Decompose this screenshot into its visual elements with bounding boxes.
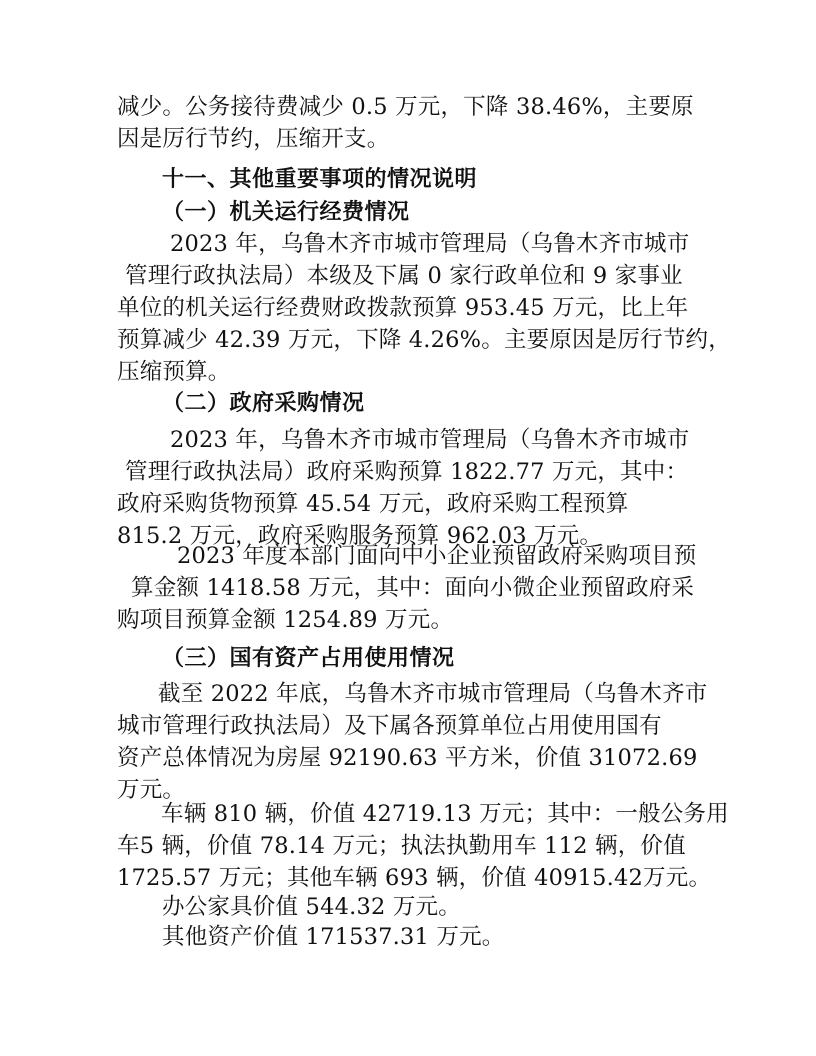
sub3-p2-line-1: 车辆 810 辆，价值 42719.13 万元；其中：一般公务用: [161, 801, 729, 827]
sub1-line-1: 2023 年，乌鲁木齐市城市管理局（乌鲁木齐市城市: [170, 231, 690, 257]
sub1-line-3: 单位的机关运行经费财政拨款预算 953.45 万元，比上年: [117, 295, 689, 321]
sub2-p1-line-4: 815.2 万元，政府采购服务预算 962.03 万元。: [117, 523, 603, 549]
intro-line-1: 减少。公务接待费减少 0.5 万元，下降 38.46%，主要原: [117, 94, 694, 120]
sub1-line-4: 预算减少 42.39 万元，下降 4.26%。主要原因是厉行节约，: [117, 327, 731, 353]
sub2-p1-line-2: 管理行政执法局）政府采购预算 1822.77 万元，其中：: [125, 459, 689, 485]
sub1-line-2: 管理行政执法局）本级及下属 0 家行政单位和 9 家事业: [125, 263, 683, 289]
subsection-heading-1: （一）机关运行经费情况: [162, 200, 410, 225]
section-heading: 十一、其他重要事项的情况说明: [162, 167, 478, 192]
sub3-p1-line-2: 城市管理行政执法局）及下属各预算单位占用使用国有: [117, 713, 662, 739]
sub3-p2-line-2: 车5 辆，价值 78.14 万元；执法执勤用车 112 辆，价值: [117, 833, 686, 859]
sub3-p2-line-3: 1725.57 万元；其他车辆 693 辆，价值 40915.42万元。: [117, 865, 712, 891]
sub2-p2-line-1: 2023 年度本部门面向中小企业预留政府采购项目预: [177, 543, 697, 569]
sub3-p4-line: 其他资产价值 171537.31 万元。: [162, 924, 505, 950]
sub1-line-5: 压缩预算。: [117, 359, 231, 385]
sub3-p1-line-3: 资产总体情况为房屋 92190.63 平方米，价值 31072.69: [117, 745, 698, 771]
subsection-heading-3: （三）国有资产占用使用情况: [162, 646, 455, 671]
subsection-heading-2: （二）政府采购情况: [162, 391, 365, 416]
sub2-p2-line-3: 购项目预算金额 1254.89 万元。: [117, 607, 454, 633]
sub3-p3-line: 办公家具价值 544.32 万元。: [162, 894, 461, 920]
sub2-p1-line-3: 政府采购货物预算 45.54 万元，政府采购工程预算: [117, 491, 629, 517]
sub3-p1-line-4: 万元。: [117, 777, 186, 803]
sub3-p1-line-1: 截至 2022 年底，乌鲁木齐市城市管理局（乌鲁木齐市: [158, 681, 708, 707]
sub2-p2-line-2: 算金额 1418.58 万元，其中：面向小微企业预留政府采: [131, 575, 695, 601]
intro-line-2: 因是厉行节约，压缩开支。: [117, 126, 390, 152]
sub2-p1-line-1: 2023 年，乌鲁木齐市城市管理局（乌鲁木齐市城市: [170, 427, 690, 453]
